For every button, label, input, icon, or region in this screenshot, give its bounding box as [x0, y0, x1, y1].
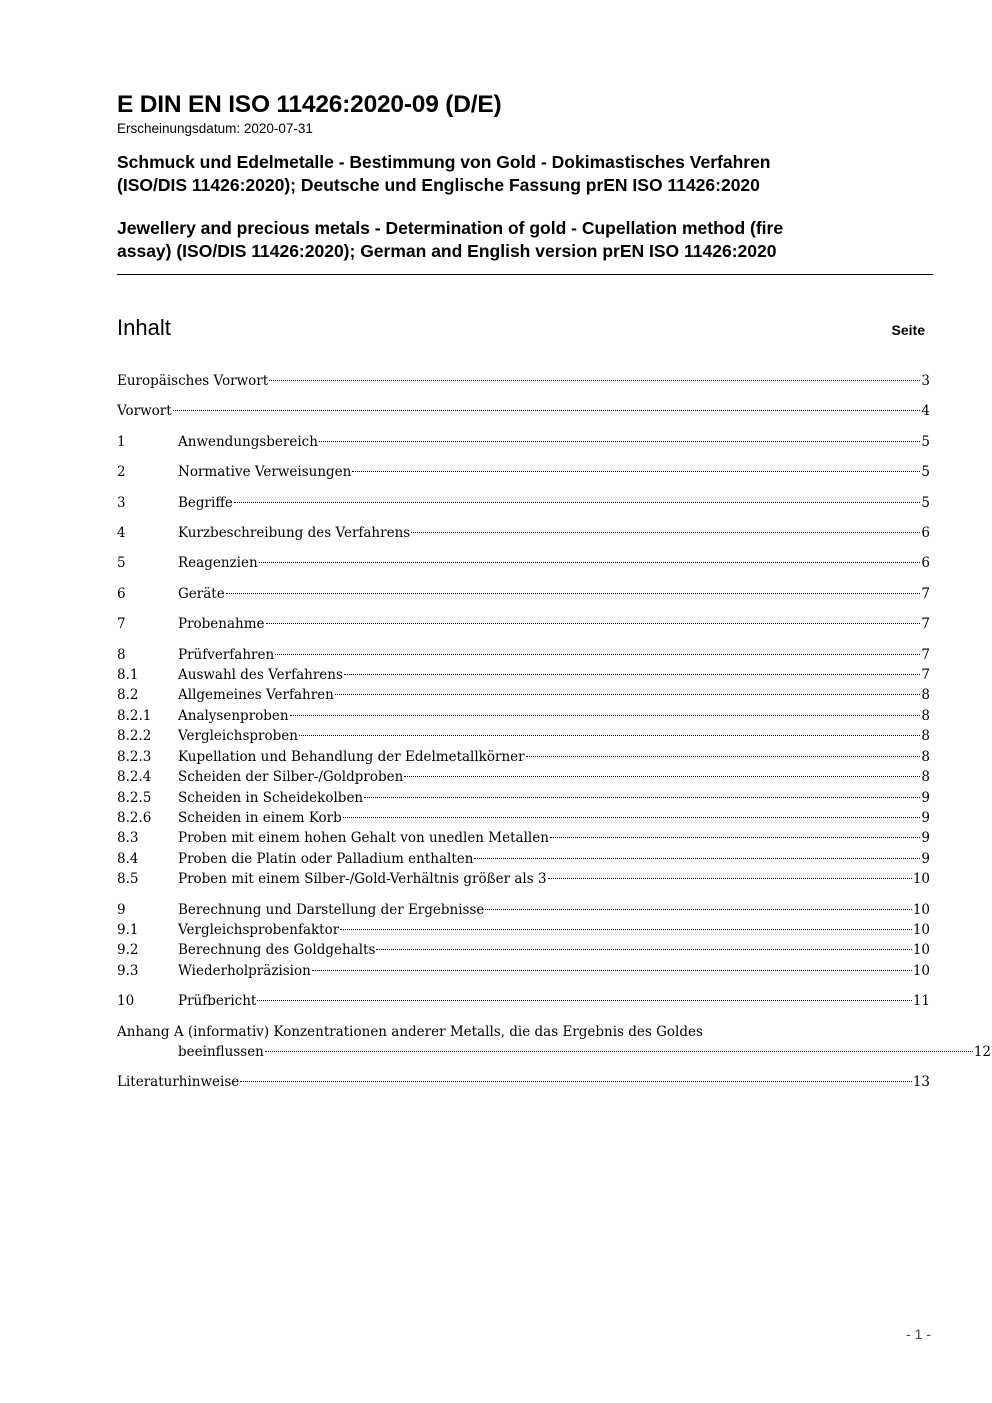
toc-entry[interactable]: [117, 645, 930, 665]
toc-dot-leader: [364, 796, 920, 798]
toc-entry-page-number: 5: [921, 433, 930, 450]
toc-entry-number: 10: [117, 993, 135, 1010]
toc-entry[interactable]: [117, 371, 930, 391]
toc-entry-title: Normative Verweisungen: [178, 464, 352, 481]
toc-entry[interactable]: [117, 900, 930, 920]
toc-entry[interactable]: [117, 523, 930, 543]
toc-dot-leader: [352, 470, 920, 472]
toc-dot-leader: [319, 440, 920, 442]
toc-entry-title: Vergleichsproben: [178, 728, 298, 745]
toc-entry-page-number: 8: [921, 707, 930, 724]
toc-entry-page-number: 3: [921, 373, 930, 389]
toc-entry-number: 8.2.4: [117, 769, 152, 786]
toc-entry-title: Proben die Platin oder Palladium enthalten: [178, 850, 474, 867]
toc-entry-title: Analysenproben: [178, 707, 289, 724]
bibliography-title: Literaturhinweise: [117, 1074, 240, 1091]
toc-entry-page-number: 6: [921, 555, 930, 572]
toc-dot-leader: [340, 928, 912, 930]
toc-dot-leader: [404, 775, 920, 777]
toc-dot-leader: [226, 592, 921, 594]
annex-title-line-1: Anhang A (informativ) Konzentrationen anderer Metalls, die das Ergebnis des Goldes: [117, 1023, 703, 1040]
toc-entry-number: 1: [117, 433, 126, 450]
toc-dot-leader: [526, 755, 921, 757]
toc-entry-number: 6: [117, 585, 126, 602]
publication-date: Erscheinungsdatum: 2020-07-31: [117, 121, 313, 136]
header-divider: [117, 274, 933, 275]
toc-dot-leader: [275, 653, 920, 655]
toc-entry-number: 3: [117, 494, 126, 511]
toc-entry-title: Kupellation und Behandlung der Edelmetallkörner: [178, 748, 525, 765]
toc-entry-page-number: 7: [921, 585, 930, 602]
toc-entry-title: Scheiden der Silber-/Goldproben: [178, 769, 404, 786]
toc-dot-leader: [290, 714, 921, 716]
toc-dot-leader: [335, 693, 921, 695]
toc-dot-leader: [240, 1080, 912, 1082]
toc-dot-leader: [343, 816, 921, 818]
toc-entry-number: 8.2.5: [117, 789, 152, 806]
toc-entry-page-number: 10: [912, 962, 930, 979]
title-english-line-1: Jewellery and precious metals - Determination of gold - Cupellation method (fire: [117, 218, 784, 238]
toc-entry[interactable]: [117, 462, 930, 482]
toc-entry[interactable]: [117, 665, 930, 685]
toc-dot-leader: [485, 908, 911, 910]
toc-entry[interactable]: [117, 584, 930, 604]
title-english: [117, 217, 933, 262]
toc-entry[interactable]: [117, 940, 930, 960]
toc-entry[interactable]: [117, 767, 930, 787]
title-english-line-2: assay) (ISO/DIS 11426:2020); German and English version prEN ISO 11426:2020: [117, 240, 777, 261]
toc-dot-leader: [269, 379, 920, 381]
toc-entries: [117, 371, 930, 1012]
toc-entry-page-number: 7: [921, 646, 930, 663]
bibliography-page-number: 13: [912, 1074, 930, 1091]
table-of-contents: [117, 371, 991, 1093]
toc-dot-leader: [234, 501, 921, 503]
toc-entry-number: 8.2.1: [117, 707, 152, 724]
toc-entry[interactable]: [117, 553, 930, 573]
toc-entry-number: 4: [117, 525, 126, 542]
toc-entry-number: 2: [117, 464, 126, 481]
toc-dot-leader: [550, 836, 921, 838]
toc-entry-page-number: 11: [912, 993, 930, 1010]
title-german-line-2: (ISO/DIS 11426:2020); Deutsche und Englische Fassung prEN ISO 11426:2020: [117, 174, 760, 195]
toc-entry[interactable]: [117, 726, 930, 746]
toc-entry[interactable]: [117, 828, 930, 848]
toc-dot-leader: [312, 969, 912, 971]
title-german: [117, 151, 933, 196]
toc-dot-leader: [474, 857, 920, 859]
toc-entry-number: 8.2.6: [117, 809, 152, 826]
document-header: [117, 90, 933, 262]
toc-entry-page-number: 8: [921, 769, 930, 786]
toc-dot-leader: [259, 561, 921, 563]
toc-entry-number: 8.2.3: [117, 748, 152, 765]
toc-dot-leader: [265, 1050, 973, 1052]
toc-entry-page-number: 6: [921, 525, 930, 542]
title-german-line-1: Schmuck und Edelmetalle - Bestimmung von Gold - Dokimastisches Verfahren: [117, 152, 771, 172]
toc-entry-number: 8.2.2: [117, 728, 152, 745]
toc-dot-leader: [344, 673, 921, 675]
toc-entry[interactable]: [117, 808, 930, 828]
toc-entry-page-number: 10: [912, 942, 930, 959]
toc-entry-number: 9.2: [117, 942, 139, 959]
toc-entry[interactable]: [117, 869, 930, 889]
toc-entry[interactable]: [117, 614, 930, 634]
toc-entry-page-number: 4: [921, 403, 930, 420]
toc-entry-title: Allgemeines Verfahren: [178, 687, 334, 704]
toc-entry-title: Probenahme: [178, 616, 265, 633]
contents-heading: Inhalt: [117, 315, 171, 340]
toc-entry[interactable]: [117, 493, 930, 513]
toc-entry-title: Prüfbericht: [178, 993, 257, 1010]
toc-entry[interactable]: [117, 747, 930, 767]
toc-entry-number: 8.3: [117, 830, 139, 847]
toc-entry-page-number: 8: [921, 748, 930, 765]
toc-entry-title: Proben mit einem hohen Gehalt von unedlen Metallen: [178, 830, 549, 847]
toc-entry[interactable]: [117, 685, 930, 705]
toc-dot-leader: [411, 531, 920, 533]
toc-entry[interactable]: [117, 706, 930, 726]
toc-entry-page-number: 7: [921, 616, 930, 633]
toc-entry[interactable]: [117, 991, 930, 1011]
page-column-label: Seite: [891, 322, 925, 338]
toc-entry-title: Begriffe: [178, 494, 233, 511]
toc-entry-bibliography[interactable]: [117, 1072, 930, 1092]
toc-dot-leader: [257, 999, 912, 1001]
toc-entry-number: 7: [117, 616, 126, 633]
toc-entry-title: Berechnung des Goldgehalts: [178, 942, 376, 959]
toc-entry[interactable]: [117, 849, 930, 869]
footer-page-number: - 1 -: [906, 1326, 931, 1342]
toc-entry-number: 8.2: [117, 687, 139, 704]
toc-entry-title: Europäisches Vorwort: [117, 373, 269, 389]
toc-entry[interactable]: [117, 920, 930, 940]
toc-entry-page-number: 7: [921, 667, 930, 684]
toc-entry-page-number: 10: [912, 871, 930, 888]
toc-entry[interactable]: [117, 401, 930, 421]
annex-title-line-2-row: [117, 1042, 991, 1062]
toc-entry-title: Reagenzien: [178, 555, 258, 572]
toc-entry[interactable]: [117, 788, 930, 808]
toc-entry-page-number: 8: [921, 728, 930, 745]
toc-entry-title: Proben mit einem Silber-/Gold-Verhältnis größer als 3: [178, 871, 547, 888]
toc-entry-number: 8.5: [117, 871, 139, 888]
toc-entry-page-number: 8: [921, 687, 930, 704]
toc-dot-leader: [299, 734, 920, 736]
toc-entry-number: 8.4: [117, 850, 139, 867]
toc-entry-title: Berechnung und Darstellung der Ergebnisse: [178, 901, 485, 918]
toc-entry-number: 8: [117, 646, 126, 663]
toc-dot-leader: [173, 409, 921, 411]
toc-entry-title: Vorwort: [117, 403, 172, 420]
toc-entry-number: 8.1: [117, 667, 139, 684]
toc-entry-annex-a[interactable]: [117, 1022, 991, 1063]
toc-entry-number: 9.3: [117, 962, 139, 979]
toc-entry-page-number: 5: [921, 494, 930, 511]
toc-entry[interactable]: [117, 432, 930, 452]
toc-dot-leader: [266, 622, 921, 624]
toc-entry-page-number: 10: [912, 901, 930, 918]
toc-entry-page-number: 5: [921, 464, 930, 481]
annex-title-line-2: beeinflussen: [178, 1043, 264, 1060]
toc-entry-title: Wiederholpräzision: [178, 962, 311, 979]
toc-entry-title: Scheiden in Scheidekolben: [178, 789, 364, 806]
toc-entry-title: Prüfverfahren: [178, 646, 275, 663]
toc-dot-leader: [548, 877, 912, 879]
toc-entry-title: Auswahl des Verfahrens: [178, 667, 343, 684]
toc-entry-page-number: 10: [912, 921, 930, 938]
toc-entry-number: 9.1: [117, 921, 139, 938]
annex-page-number: 12: [973, 1043, 991, 1060]
toc-entry-page-number: 9: [921, 850, 930, 867]
document-id: E DIN EN ISO 11426:2020-09 (D/E): [117, 91, 502, 118]
toc-entry-page-number: 9: [921, 830, 930, 847]
toc-entry-title: Scheiden in einem Korb: [178, 809, 342, 826]
toc-entry-page-number: 9: [921, 789, 930, 806]
toc-entry[interactable]: [117, 961, 930, 981]
toc-entry-number: 5: [117, 555, 126, 572]
toc-entry-title: Geräte: [178, 585, 225, 602]
toc-entry-title: Kurzbeschreibung des Verfahrens: [178, 525, 411, 542]
toc-entry-title: Anwendungsbereich: [178, 433, 318, 450]
toc-entry-page-number: 9: [921, 809, 930, 826]
toc-dot-leader: [376, 948, 911, 950]
toc-entry-title: Vergleichsprobenfaktor: [178, 921, 340, 938]
toc-entry-number: 9: [117, 901, 126, 918]
